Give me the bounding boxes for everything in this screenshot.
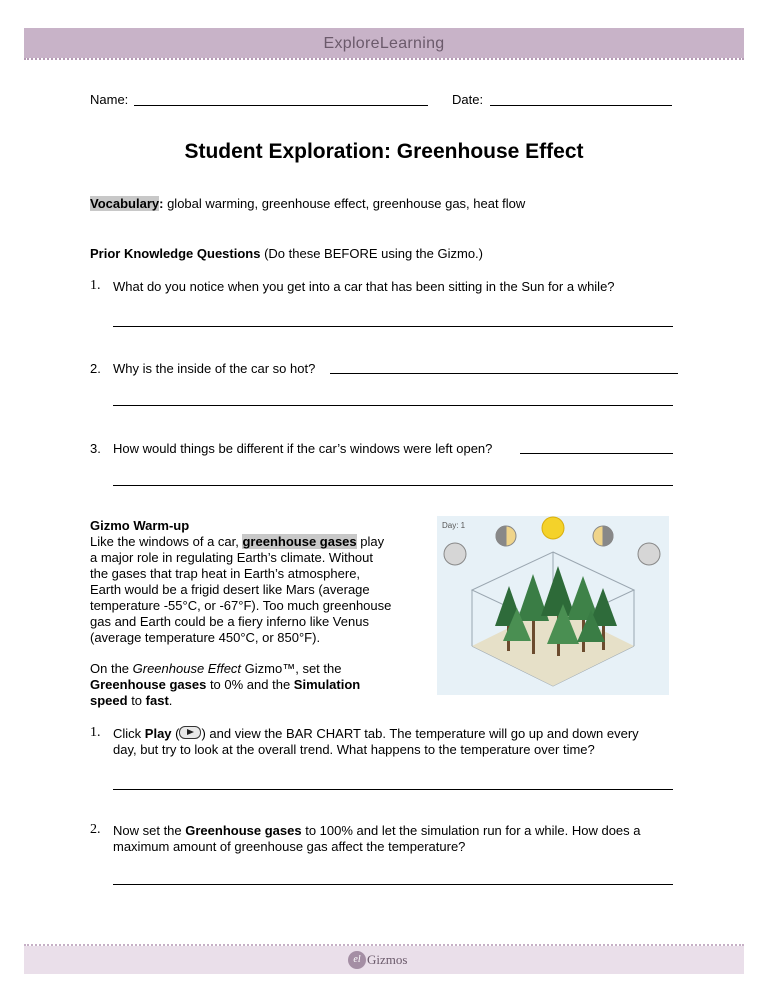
speed-label: speed [90, 693, 128, 708]
step-1-line-1 [113, 726, 639, 741]
instruction-line-1 [90, 661, 341, 677]
answer-line-1[interactable] [113, 326, 673, 327]
step-1-number: 1. [90, 725, 101, 740]
question-3-number: 3. [90, 441, 101, 456]
gizmos-text: Gizmos [367, 952, 408, 967]
prior-knowledge-title: Prior Knowledge Questions [90, 246, 261, 261]
header-band [24, 28, 744, 58]
step-1-paren: ( [171, 726, 180, 741]
warmup-line-2: a major role in regulating Earth’s climate. Without [90, 550, 373, 565]
step-1-line-2: day, but try to look at the overall trend. What happens to the temperature over time? [113, 742, 595, 757]
question-3-text: How would things be different if the car’s windows were left open? [113, 441, 493, 456]
answer-line-2b[interactable] [113, 405, 673, 406]
vocabulary-colon: : [159, 196, 164, 211]
question-1-text: What do you notice when you get into a car that has been sitting in the Sun for a while? [113, 279, 615, 294]
warmup-heading [90, 518, 189, 534]
greenhouse-gases-label-2: Greenhouse gases [185, 823, 302, 838]
warmup-line-1 [90, 534, 384, 550]
warmup-heading-text: Gizmo Warm-up [90, 518, 190, 533]
vocabulary-line [90, 196, 525, 211]
gizmos-badge-icon: el [348, 951, 366, 969]
instruction-on-the: On the [90, 661, 133, 676]
instruction-to-pct: to 0% and the [206, 677, 294, 692]
warmup-line-3: the gases that trap heat in Earth’s atmosphere, [90, 566, 361, 581]
instruction-gizmo-tm: Gizmo™, set the [241, 661, 342, 676]
instruction-period: . [168, 693, 173, 708]
vocabulary-label: Vocabulary [90, 196, 160, 211]
step-2-line-1 [113, 823, 641, 838]
gizmo-name: Greenhouse Effect [132, 661, 242, 676]
question-2-number: 2. [90, 361, 101, 376]
warmup-line-6: gas and Earth could be a fiery inferno like Venus [90, 614, 369, 629]
gizmo-day-label: Day: 1 [442, 521, 466, 530]
prior-knowledge-heading [90, 246, 483, 261]
instruction-line-3 [90, 693, 172, 709]
sun-icon [542, 517, 564, 539]
simulation-label: Simulation [293, 677, 361, 692]
greenhouse-gases-label: Greenhouse gases [90, 677, 207, 692]
warmup-line-4: Earth would be a frigid desert like Mars (average [90, 582, 370, 597]
warmup-line-7: (average temperature 450°C, or 850°F). [90, 630, 321, 645]
play-icon[interactable] [179, 726, 201, 739]
name-label: Name: [90, 92, 129, 107]
page-title: Student Exploration: Greenhouse Effect [184, 140, 584, 163]
instruction-to: to [127, 693, 146, 708]
date-field-line[interactable] [490, 105, 672, 106]
step-1-pre: Click [113, 726, 145, 741]
fast-label: fast [145, 693, 169, 708]
question-2-text: Why is the inside of the car so hot? [113, 361, 316, 376]
step-2-line-2: maximum amount of greenhouse gas affect the temperature? [113, 839, 466, 854]
warmup-line-5: temperature -55°C, or -67°F). Too much greenhouse [90, 598, 392, 613]
instruction-line-2 [90, 677, 360, 693]
question-1-number: 1. [90, 278, 101, 293]
warmup-highlight-term: greenhouse gases [242, 534, 357, 549]
answer-line-4[interactable] [113, 789, 673, 790]
warmup-line-1-post: play [356, 534, 385, 549]
brand-logo: ExploreLearning [323, 35, 445, 52]
prior-knowledge-note: (Do these BEFORE using the Gizmo.) [260, 246, 483, 261]
answer-line-5[interactable] [113, 884, 673, 885]
header-dotted-rule [24, 58, 744, 60]
play-label: Play [144, 726, 172, 741]
date-label: Date: [452, 92, 484, 107]
step-2-after: to 100% and let the simulation run for a while. How does a [301, 823, 641, 838]
step-1-after: ) and view the BAR CHART tab. The temperature will go up and down every [201, 726, 639, 741]
answer-line-2a[interactable] [330, 373, 678, 374]
gizmos-logo [348, 951, 407, 969]
vocabulary-terms: global warming, greenhouse effect, greenhouse gas, heat flow [163, 196, 526, 211]
gizmo-screenshot [437, 516, 669, 695]
answer-line-3a[interactable] [520, 453, 673, 454]
answer-line-3b[interactable] [113, 485, 673, 486]
gizmo-illustration [437, 516, 669, 695]
warmup-line-1-pre: Like the windows of a car, [90, 534, 243, 549]
name-field-line[interactable] [134, 105, 428, 106]
step-2-pre: Now set the [113, 823, 186, 838]
step-2-number: 2. [90, 822, 101, 837]
